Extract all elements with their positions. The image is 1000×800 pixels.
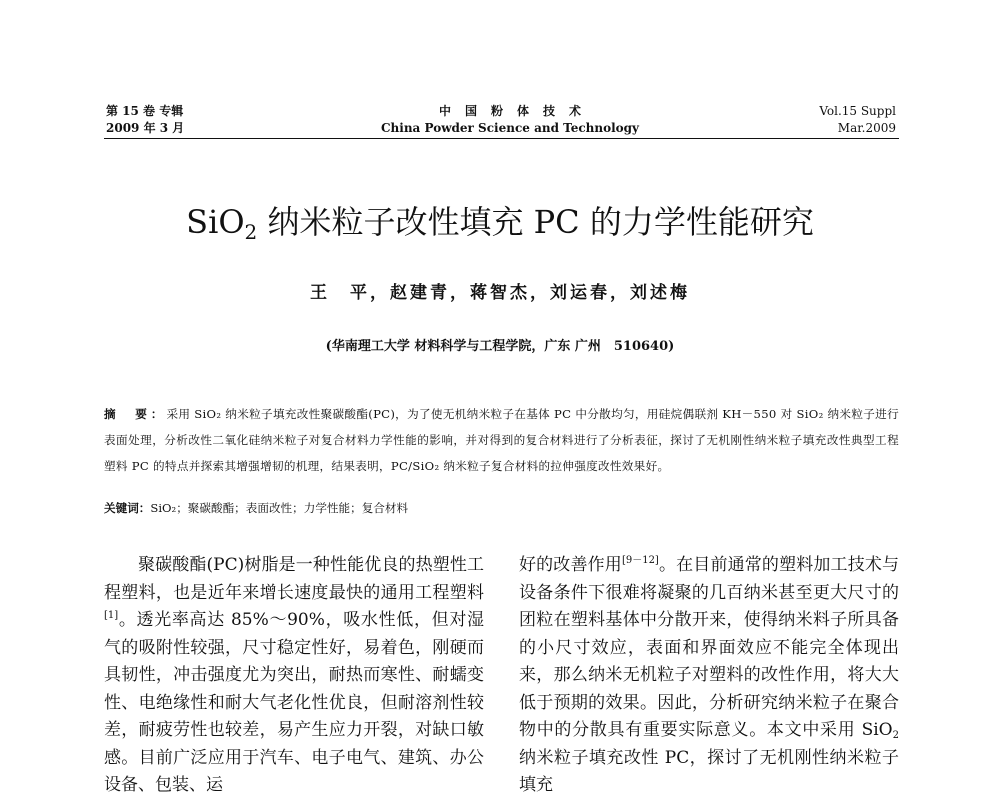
- abstract-text: 采用 SiO₂ 纳米粒子填充改性聚碳酸酯(PC)，为了使无机纳米粒子在基体 PC 中分散均匀，用硅烷偶联剂 KH－550 对 SiO₂ 纳米粒子进行表面处理，分析改性二氧化硅纳米粒子对复合材料力学性能的影响，并对得到的复合材料进行了分析表征，探讨了无机刚性纳米粒子填充改性典型工程塑料 PC 的特点并探索其增强增韧的机理，结果表明，PC/SiO₂ 纳米粒子复合材料的拉伸强度改性效果好。: [104, 407, 899, 473]
- volume-en: Vol.15 Suppl: [819, 104, 896, 118]
- title-prefix: SiO: [186, 203, 245, 241]
- keywords-text: SiO₂；聚碳酸酯；表面改性；力学性能；复合材料: [150, 501, 409, 515]
- right-paragraph-part3: 纳米粒子填充改性 PC，探讨了无机刚性纳米粒子填充: [519, 747, 899, 795]
- journal-name-en: China Powder Science and Technology: [380, 121, 640, 135]
- date-en: Mar.2009: [837, 121, 896, 135]
- header-rule: [104, 138, 899, 139]
- header-center: [380, 103, 640, 137]
- citation-ref: [1]: [104, 610, 119, 621]
- citation-ref: [9－12]: [621, 555, 659, 566]
- header-right: [819, 103, 896, 137]
- volume-cn: 第 15 卷 专辑: [106, 104, 184, 118]
- title-rest: 纳米粒子改性填充 PC 的力学性能研究: [257, 203, 814, 241]
- affiliation: (华南理工大学 材料科学与工程学院，广东 广州 510640): [325, 339, 675, 354]
- paper-title: [100, 200, 900, 244]
- body-column-left: [104, 552, 484, 800]
- author-list: 王 平，赵建青，蒋智杰，刘运春，刘述梅: [310, 283, 690, 303]
- body-column-right: [519, 552, 899, 800]
- date-cn: 2009 年 3 月: [106, 121, 185, 135]
- keywords-label: 关键词：: [104, 501, 151, 515]
- right-paragraph-part1: 好的改善作用: [519, 555, 622, 575]
- header-left: [106, 103, 184, 137]
- abstract-label: 摘 要：: [104, 407, 167, 421]
- keywords: [104, 497, 899, 519]
- title-subscript: 2: [244, 220, 258, 244]
- abstract: [104, 401, 899, 479]
- left-paragraph-part2: 。透光率高达 85%～90%，吸水性低，但对湿气的吸附性较强，尺寸稳定性好，易着色，刚硬而具韧性，冲击强度尤为突出，耐热而寒性、耐蠕变性、电绝缘性和耐大气老化性优良，但耐溶剂性较差，耐疲劳性也较差，易产生应力开裂，对缺口敏感。目前广泛应用于汽车、电子电气、建筑、办公设备、包装、运: [104, 610, 484, 795]
- right-paragraph-part2: 。在目前通常的塑料加工技术与设备条件下很难将凝聚的几百纳米甚至更大尺寸的团粒在塑料基体中分散开来，使得纳米料子所具备的小尺寸效应，表面和界面效应不能完全体现出来，那么纳米无机粒子对塑料的改性作用，将大大低于预期的效果。因此，分析研究纳米粒子在聚合物中的分散具有重要实际意义。本文中采用 SiO: [519, 555, 900, 740]
- sio2-subscript: 2: [892, 730, 899, 741]
- left-paragraph-part1: 聚碳酸酯(PC)树脂是一种性能优良的热塑性工程塑料，也是近年来增长速度最快的通用工程塑料: [104, 555, 484, 603]
- journal-name-cn: 中国粉体技术: [438, 104, 595, 118]
